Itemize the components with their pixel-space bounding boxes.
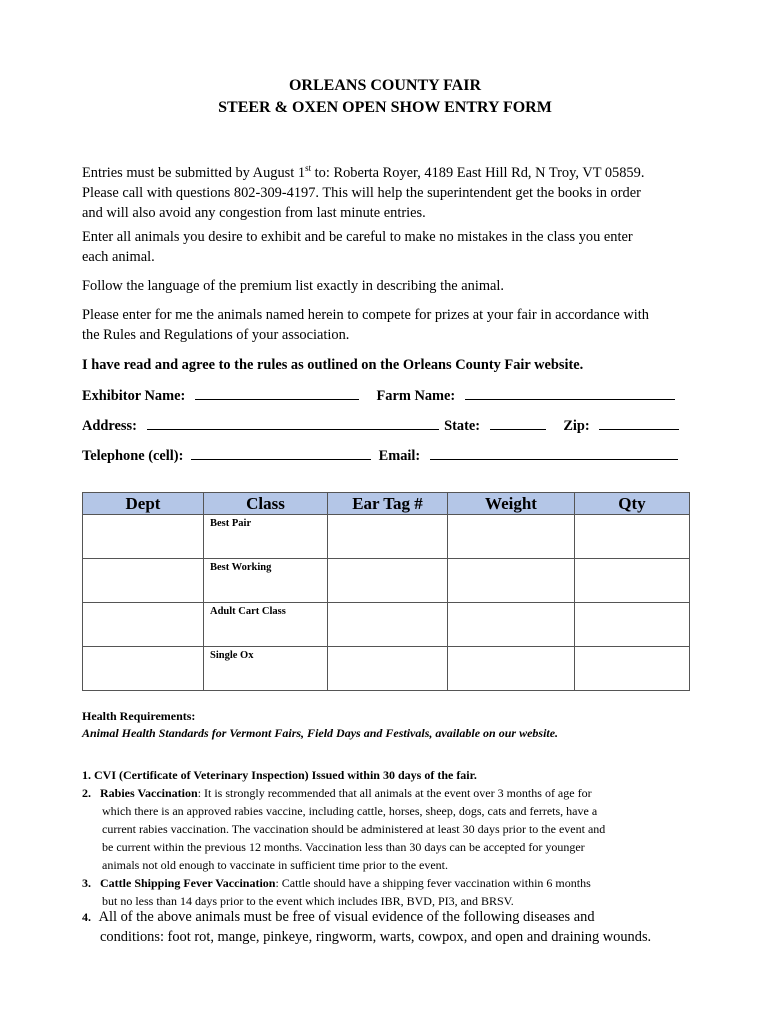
table-row (83, 559, 690, 603)
farm-name-label: Farm Name: (376, 388, 456, 404)
telephone-email-line (82, 445, 678, 465)
telephone-field[interactable] (191, 445, 371, 460)
health-requirements-heading: Health Requirements: (82, 709, 196, 723)
requirement-2-line2: which there is an approved rabies vaccine, including cattle, horses, sheep, dogs, cats and ferrets, have a (102, 804, 598, 818)
health-standards-reference: Animal Health Standards for Vermont Fairs, Field Days and Festivals, available on our website. (82, 726, 559, 740)
ear-tag-column-header: Ear Tag # (328, 493, 448, 515)
table-row (83, 647, 690, 691)
qty-cell[interactable] (575, 647, 690, 691)
requirement-2-line4: be current within the previous 12 months. Vaccination less than 30 days can be accepted for younger (102, 840, 585, 854)
farm-name-field[interactable] (465, 385, 675, 400)
intro-p4-line1: Please enter for me the animals named herein to compete for prizes at your fair in accordance with (82, 307, 649, 323)
zip-label: Zip: (563, 418, 590, 434)
requirement-4 (82, 907, 697, 947)
requirement-3-number: 3. (82, 876, 91, 890)
intro-paragraph-1 (82, 158, 692, 223)
requirement-3-line2: but no less than 14 days prior to the event which includes IBR, BVD, PI3, and BRSV. (102, 894, 514, 908)
zip-field[interactable] (599, 415, 679, 430)
intro-p1-text: Entries must be submitted by August 1 (82, 164, 306, 181)
entry-table (82, 492, 690, 691)
qty-column-header: Qty (575, 493, 690, 515)
weight-column-header: Weight (448, 493, 575, 515)
requirement-3 (82, 874, 697, 892)
ear-tag-cell[interactable] (328, 515, 448, 559)
requirement-2-title: Rabies Vaccination (100, 786, 198, 800)
requirement-4-line2: conditions: foot rot, mange, pinkeye, ringworm, warts, cowpox, and open and draining wounds. (100, 929, 652, 945)
requirement-2 (82, 784, 697, 802)
dept-cell[interactable] (83, 515, 204, 559)
telephone-label: Telephone (cell): (82, 448, 184, 464)
exhibitor-name-label: Exhibitor Name: (82, 388, 186, 404)
ear-tag-cell[interactable] (328, 647, 448, 691)
requirement-2-line5: animals not old enough to vaccinate in sufficient time prior to the event. (102, 858, 449, 872)
form-title-line2: STEER & OXEN OPEN SHOW ENTRY FORM (218, 99, 552, 116)
class-cell: Adult Cart Class (204, 603, 328, 647)
health-requirements-list (82, 766, 697, 910)
entry-table-header-row (83, 493, 690, 515)
address-label: Address: (82, 418, 137, 434)
class-column-header: Class (204, 493, 328, 515)
qty-cell[interactable] (575, 603, 690, 647)
dept-column-header: Dept (83, 493, 204, 515)
dept-cell[interactable] (83, 647, 204, 691)
requirement-4-line1: All of the above animals must be free of visual evidence of the following diseases and (98, 909, 595, 925)
intro-paragraph-4 (82, 305, 692, 345)
weight-cell[interactable] (448, 515, 575, 559)
dept-cell[interactable] (83, 603, 204, 647)
intro-p2-line2: each animal. (82, 249, 155, 265)
requirement-3-title: Cattle Shipping Fever Vaccination (100, 876, 276, 890)
weight-cell[interactable] (448, 559, 575, 603)
address-line (82, 415, 679, 435)
intro-p4-line2: the Rules and Regulations of your association. (82, 327, 350, 343)
requirement-2-line3: current rabies vaccination. The vaccination should be administered at least 30 days prior to the event and (102, 822, 606, 836)
requirement-1: 1. CVI (Certificate of Veterinary Inspection) Issued within 30 days of the fair. (82, 768, 477, 782)
table-row (83, 515, 690, 559)
intro-p1-address: to: Roberta Royer, 4189 East Hill Rd, N Troy, VT 05859. (311, 164, 645, 181)
intro-paragraph-2 (82, 227, 692, 267)
requirement-4-number: 4. (82, 910, 91, 924)
requirement-2-line1: : It is strongly recommended that all animals at the event over 3 months of age for (197, 786, 592, 800)
qty-cell[interactable] (575, 515, 690, 559)
intro-paragraph-3: Follow the language of the premium list exactly in describing the animal. (82, 278, 505, 294)
intro-p2-line1: Enter all animals you desire to exhibit and be careful to make no mistakes in the class you enter (82, 229, 633, 245)
intro-p1-sup: st (305, 163, 312, 173)
weight-cell[interactable] (448, 603, 575, 647)
requirement-2-number: 2. (82, 786, 91, 800)
class-cell: Best Working (204, 559, 328, 603)
address-field[interactable] (147, 415, 439, 430)
form-title-line1: ORLEANS COUNTY FAIR (288, 77, 481, 94)
email-label: Email: (378, 448, 421, 464)
table-row (83, 603, 690, 647)
state-label: State: (444, 418, 481, 434)
qty-cell[interactable] (575, 559, 690, 603)
dept-cell[interactable] (83, 559, 204, 603)
ear-tag-cell[interactable] (328, 559, 448, 603)
requirement-3-line1: : Cattle should have a shipping fever vaccination within 6 months (275, 876, 591, 890)
state-field[interactable] (490, 415, 546, 430)
exhibitor-name-field[interactable] (195, 385, 359, 400)
class-cell: Single Ox (204, 647, 328, 691)
email-field[interactable] (430, 445, 678, 460)
intro-p1-line2: Please call with questions 802-309-4197. This will help the superintendent get the books in order (82, 184, 641, 201)
class-cell: Best Pair (204, 515, 328, 559)
ear-tag-cell[interactable] (328, 603, 448, 647)
agreement-statement: I have read and agree to the rules as outlined on the Orleans County Fair website. (82, 357, 584, 373)
weight-cell[interactable] (448, 647, 575, 691)
exhibitor-farm-line (82, 385, 675, 405)
intro-p1-line3: and will also avoid any congestion from last minute entries. (82, 204, 426, 221)
